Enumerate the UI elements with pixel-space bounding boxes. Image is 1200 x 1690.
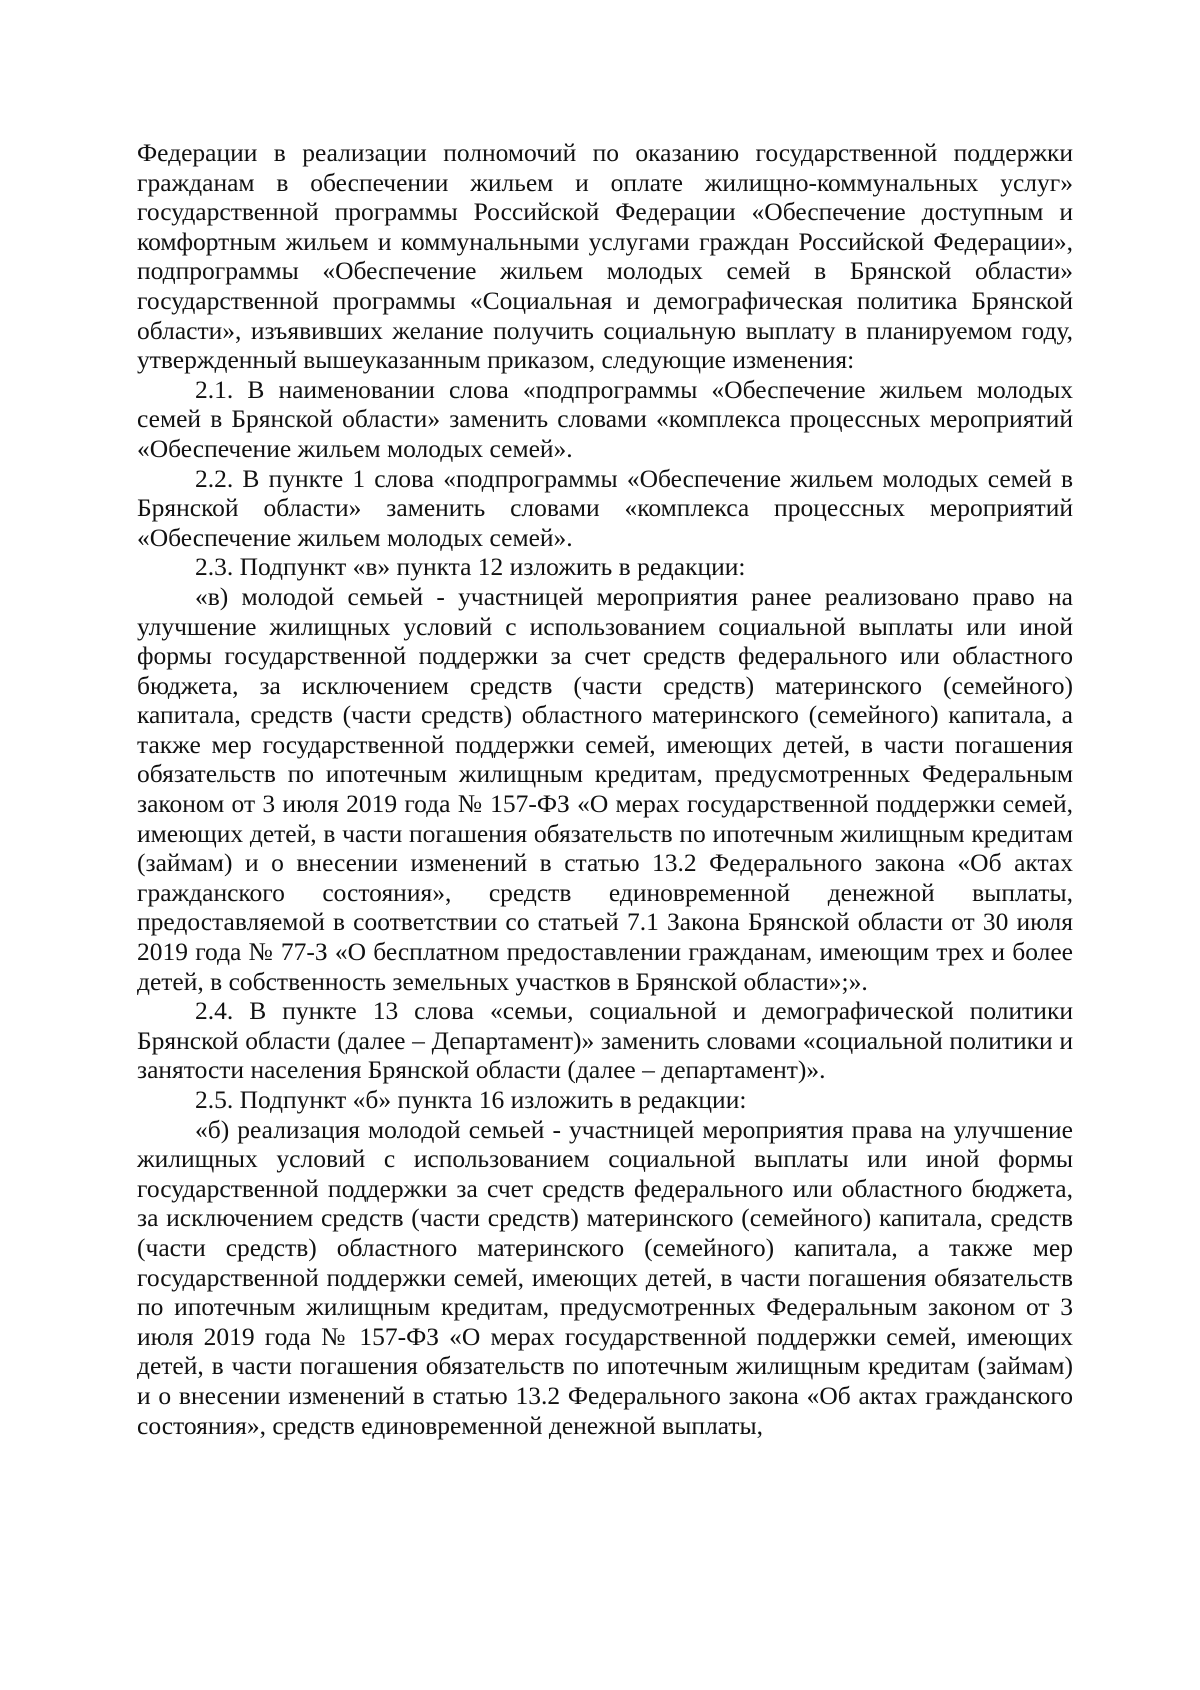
paragraph-2-5: 2.5. Подпункт «б» пункта 16 изложить в редакции:: [195, 1085, 747, 1114]
paragraph-2-5-text: «б) реализация молодой семьей - участницей мероприятия права на улучшение жилищных условий с использованием социальной выплаты или иной формы государственной поддержки за счет средств федерального или областного бюджета, за исключением средств (части средств) материнского (семейного) капитала, средств (части средств) областного материнского (семейного) капитала, а также мер государственной поддержки семей, имеющих детей, в части погашения обязательств по ипотечным жилищным кредитам, предусмотренных Федеральным законом от 3 июля 2019 года № 157-ФЗ «О мерах государственной поддержки семей, имеющих детей, в части погашения обязательств по ипотечным жилищным кредитам (займам) и о внесении изменений в статью 13.2 Федерального закона «Об актах гражданского состояния», средств единовременной денежной выплаты,: [137, 1114, 1073, 1440]
paragraph-2-1: 2.1. В наименовании слова «подпрограммы «Обеспечение жильем молодых семей в Брянской области» заменить словами «комплекса процессных мероприятий «Обеспечение жильем молодых семей».: [137, 374, 1073, 463]
document-body: [137, 138, 1073, 1440]
paragraph-continuation: Федерации в реализации полномочий по оказанию государственной поддержки гражданам в обеспечении жильем и оплате жилищно-коммунальных услуг» государственной программы Российской Федерации «Обеспечение доступным и комфортным жильем и коммунальными услугами граждан Российской Федерации», подпрограммы «Обеспечение жильем молодых семей в Брянской области» государственной программы «Социальная и демографическая политика Брянской области», изъявивших желание получить социальную выплату в планируемом году, утвержденный вышеуказанным приказом, следующие изменения:: [137, 138, 1073, 375]
paragraph-2-3: 2.3. Подпункт «в» пункта 12 изложить в редакции:: [195, 552, 746, 582]
paragraph-2-2: 2.2. В пункте 1 слова «подпрограммы «Обеспечение жильем молодых семей в Брянской области» заменить словами «комплекса процессных мероприятий «Обеспечение жильем молодых семей».: [137, 463, 1073, 552]
paragraph-2-4: 2.4. В пункте 13 слова «семьи, социальной и демографической политики Брянской области (далее – Департамент)» заменить словами «социальной политики и занятости населения Брянской области (далее – департамент)».: [137, 996, 1073, 1085]
paragraph-2-3-text: «в) молодой семьей - участницей мероприятия ранее реализовано право на улучшение жилищных условий с использованием социальной выплаты или иной формы государственной поддержки за счет средств федерального или областного бюджета, за исключением средств (части средств) материнского (семейного) капитала, средств (части средств) областного материнского (семейного) капитала, а также мер государственной поддержки семей, имеющих детей, в части погашения обязательств по ипотечным жилищным кредитам, предусмотренных Федеральным законом от 3 июля 2019 года № 157-ФЗ «О мерах государственной поддержки семей, имеющих детей, в части погашения обязательств по ипотечным жилищным кредитам (займам) и о внесении изменений в статью 13.2 Федерального закона «Об актах гражданского состояния», средств единовременной денежной выплаты, предоставляемой в соответствии со статьей 7.1 Закона Брянской области от 30 июля 2019 года № 77-З «О бесплатном предоставлении гражданам, имеющим трех и более детей, в собственность земельных участков в Брянской области»;».: [137, 581, 1073, 996]
